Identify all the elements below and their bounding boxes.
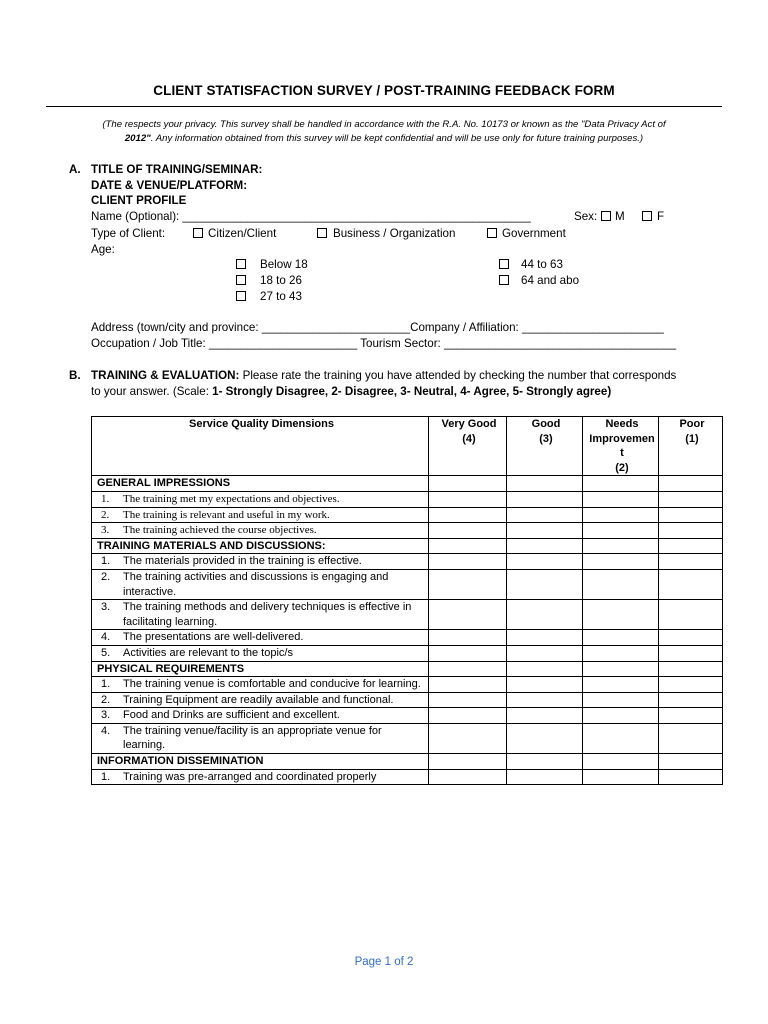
name-field[interactable]: Name (Optional): ______________________________________________________: [91, 210, 531, 223]
training-title-label: TITLE OF TRAINING/SEMINAR:: [91, 163, 263, 176]
section-row: [92, 538, 723, 554]
client-type-business-label: Business / Organization: [333, 227, 456, 240]
rating-cell[interactable]: [659, 491, 723, 507]
rating-cell[interactable]: [507, 554, 583, 570]
question-cell: [92, 569, 429, 599]
rating-cell[interactable]: [429, 523, 507, 539]
age-18-26-label: 18 to 26: [260, 274, 302, 287]
rating-cell[interactable]: [429, 507, 507, 523]
rating-cell[interactable]: [659, 708, 723, 724]
question-number: 4.: [101, 631, 111, 644]
table-row: [92, 645, 723, 661]
rating-cell[interactable]: [507, 677, 583, 693]
question-number: 3.: [101, 601, 111, 614]
rating-cell[interactable]: [507, 645, 583, 661]
question-number: 4.: [101, 724, 111, 737]
rating-cell[interactable]: [583, 645, 659, 661]
question-cell: [92, 600, 429, 630]
age-44-63-checkbox[interactable]: [499, 259, 509, 269]
section-row: [92, 661, 723, 677]
rating-cell[interactable]: [507, 476, 583, 492]
rating-cell[interactable]: [659, 677, 723, 693]
sex-male-label: M: [615, 210, 625, 223]
rating-cell[interactable]: [507, 723, 583, 753]
form-title: CLIENT STATISFACTION SURVEY / POST-TRAINING FEEDBACK FORM: [153, 83, 615, 98]
rating-cell[interactable]: [659, 569, 723, 599]
rating-cell[interactable]: [583, 677, 659, 693]
rating-cell[interactable]: [429, 769, 507, 785]
table-row: [92, 569, 723, 599]
rating-cell[interactable]: [507, 769, 583, 785]
question-number: 5.: [101, 646, 111, 659]
question-cell: [92, 645, 429, 661]
rating-cell[interactable]: [429, 661, 507, 677]
section-b-letter: B.: [69, 369, 81, 382]
section-name: INFORMATION DISSEMINATION: [92, 754, 429, 770]
question-cell: [92, 723, 429, 753]
question-text: The materials provided in the training is effective.: [123, 555, 362, 568]
section-a-letter: A.: [69, 163, 81, 176]
rating-cell[interactable]: [429, 723, 507, 753]
age-18-26-checkbox[interactable]: [236, 275, 246, 285]
rating-cell[interactable]: [583, 630, 659, 646]
scale-header-good: [507, 417, 583, 476]
client-profile-label: CLIENT PROFILE: [91, 194, 187, 207]
table-row: [92, 507, 723, 523]
scale-header-value: (3): [539, 432, 553, 445]
table-header-row: [92, 417, 723, 476]
table-row: [92, 554, 723, 570]
rating-cell[interactable]: [507, 600, 583, 630]
question-text: The presentations are well-delivered.: [123, 631, 304, 644]
table-row: [92, 692, 723, 708]
rating-cell[interactable]: [659, 523, 723, 539]
title-divider: [46, 106, 722, 107]
rating-cell[interactable]: [583, 708, 659, 724]
privacy-notice: [46, 118, 722, 146]
question-number: 1.: [101, 770, 111, 783]
rating-cell[interactable]: [659, 538, 723, 554]
rating-cell[interactable]: [429, 677, 507, 693]
age-64-above-checkbox[interactable]: [499, 275, 509, 285]
question-text: The training activities and discussions is engaging and interactive.: [123, 570, 389, 598]
question-text: The training is relevant and useful in my work.: [123, 508, 330, 521]
question-number: 1.: [101, 492, 110, 505]
question-cell: [92, 507, 429, 523]
rating-cell[interactable]: [429, 630, 507, 646]
scale-header-needs-improvement: [583, 417, 659, 476]
question-number: 2.: [101, 693, 111, 706]
rating-cell[interactable]: [583, 523, 659, 539]
question-cell: [92, 708, 429, 724]
rating-cell[interactable]: [507, 569, 583, 599]
section-b-instruction-line-1: [91, 369, 676, 383]
question-text: The training met my expectations and objectives.: [123, 492, 340, 505]
section-row: [92, 476, 723, 492]
age-below-18-checkbox[interactable]: [236, 259, 246, 269]
section-b-instruction-text: Please rate the training you have attended by checking the number that corresponds: [239, 369, 677, 382]
question-cell: [92, 769, 429, 785]
page-number: Page 1 of 2: [354, 956, 414, 968]
scale-header-label: Very Good: [441, 418, 497, 430]
age-below-18-label: Below 18: [260, 258, 308, 271]
rating-cell[interactable]: [659, 692, 723, 708]
question-cell: [92, 523, 429, 539]
scale-header-label: Good: [531, 418, 561, 430]
question-cell: [92, 491, 429, 507]
client-type-government-label: Government: [502, 227, 566, 240]
table-row: [92, 708, 723, 724]
section-b-instruction-line-2: [91, 385, 611, 399]
rating-cell[interactable]: [429, 754, 507, 770]
section-name: PHYSICAL REQUIREMENTS: [92, 661, 429, 677]
scale-header-label: Needs Improvemen t: [589, 418, 655, 460]
table-row: [92, 491, 723, 507]
scale-header-label: Poor: [679, 418, 705, 430]
privacy-act-year: 2012": [124, 133, 151, 144]
date-venue-label: DATE & VENUE/PLATFORM:: [91, 179, 248, 192]
sex-female-checkbox[interactable]: [642, 211, 652, 221]
client-type-citizen-label: Citizen/Client: [208, 227, 277, 240]
sex-male-checkbox[interactable]: [601, 211, 611, 221]
question-number: 1.: [101, 555, 111, 568]
rating-cell[interactable]: [583, 769, 659, 785]
rating-cell[interactable]: [507, 708, 583, 724]
age-44-63-label: 44 to 63: [521, 258, 563, 271]
rating-cell[interactable]: [583, 507, 659, 523]
question-cell: [92, 554, 429, 570]
section-name: TRAINING MATERIALS AND DISCUSSIONS:: [92, 538, 429, 554]
question-number: 2.: [101, 508, 110, 521]
scale-header-poor: [659, 417, 723, 476]
privacy-line-2-text: . Any information obtained from this survey will be kept confidential and will be use only for future training purposes.): [150, 133, 644, 144]
rating-cell[interactable]: [507, 630, 583, 646]
client-type-citizen-checkbox[interactable]: [193, 228, 203, 238]
question-text: Food and Drinks are sufficient and excellent.: [123, 709, 340, 722]
rating-cell[interactable]: [659, 476, 723, 492]
question-number: 3.: [101, 709, 111, 722]
rating-cell[interactable]: [659, 723, 723, 753]
question-number: 1.: [101, 678, 111, 691]
question-number: 3.: [101, 524, 110, 537]
age-label: Age:: [91, 243, 115, 256]
question-text: The training achieved the course objectives.: [123, 524, 317, 537]
rating-cell[interactable]: [507, 754, 583, 770]
rating-cell[interactable]: [429, 600, 507, 630]
rating-cell[interactable]: [659, 554, 723, 570]
rating-cell[interactable]: [507, 538, 583, 554]
client-type-label: Type of Client:: [91, 227, 166, 240]
client-type-government-checkbox[interactable]: [487, 228, 497, 238]
section-b-heading: TRAINING & EVALUATION:: [91, 369, 240, 382]
rating-cell[interactable]: [659, 600, 723, 630]
section-row: [92, 754, 723, 770]
question-cell: [92, 692, 429, 708]
table-row: [92, 600, 723, 630]
question-text: Training was pre-arranged and coordinated properly: [123, 770, 377, 783]
rating-cell[interactable]: [583, 476, 659, 492]
rating-cell[interactable]: [507, 491, 583, 507]
table-row: [92, 523, 723, 539]
table-row: [92, 677, 723, 693]
question-text: The training methods and delivery techniques is effective in facilitating learning.: [123, 601, 412, 628]
question-text: Training Equipment are readily available and functional.: [123, 693, 394, 706]
rating-cell[interactable]: [429, 491, 507, 507]
scale-header-value: (2): [615, 461, 629, 474]
rating-cell[interactable]: [583, 554, 659, 570]
rating-cell[interactable]: [659, 754, 723, 770]
question-text: The training venue/facility is an appropriate venue for learning.: [123, 724, 382, 752]
rating-cell[interactable]: [583, 723, 659, 753]
rating-cell[interactable]: [429, 554, 507, 570]
rating-cell[interactable]: [659, 645, 723, 661]
question-cell: [92, 677, 429, 693]
question-cell: [92, 630, 429, 646]
table-row: [92, 723, 723, 753]
rating-cell[interactable]: [429, 645, 507, 661]
rating-cell[interactable]: [507, 692, 583, 708]
scale-header-value: (4): [462, 432, 476, 445]
rating-cell[interactable]: [583, 692, 659, 708]
rating-cell[interactable]: [429, 538, 507, 554]
address-company-field[interactable]: Address (town/city and province: _______________________Company / Affiliation: ______________________: [91, 321, 664, 334]
age-64-above-label: 64 and abo: [521, 274, 580, 287]
rating-cell[interactable]: [583, 569, 659, 599]
privacy-line-1: (The respects your privacy. This survey shall be handled in accordance with the R.A. No. 10173 or known as the "Data Privacy Act of: [102, 119, 666, 130]
rating-cell[interactable]: [583, 600, 659, 630]
scale-intro: to your answer. (Scale:: [91, 385, 213, 398]
sex-female-label: F: [657, 210, 665, 223]
table-row: [92, 630, 723, 646]
rating-cell[interactable]: [429, 476, 507, 492]
section-name: GENERAL IMPRESSIONS: [92, 476, 429, 492]
client-type-business-checkbox[interactable]: [317, 228, 327, 238]
question-text: Activities are relevant to the topic/s: [123, 646, 293, 659]
dimension-header: Service Quality Dimensions: [92, 417, 429, 476]
rating-cell[interactable]: [583, 661, 659, 677]
rating-cell[interactable]: [429, 708, 507, 724]
rating-cell[interactable]: [583, 491, 659, 507]
rating-cell[interactable]: [429, 569, 507, 599]
question-number: 2.: [101, 570, 111, 583]
rating-cell[interactable]: [659, 507, 723, 523]
sex-label: Sex:: [574, 210, 598, 223]
rating-cell[interactable]: [659, 630, 723, 646]
scale-header-very-good: [429, 417, 507, 476]
scale-definition: 1- Strongly Disagree, 2- Disagree, 3- Neutral, 4- Agree, 5- Strongly agree): [212, 385, 612, 398]
rating-cell[interactable]: [659, 769, 723, 785]
question-text: The training venue is comfortable and conducive for learning.: [123, 678, 421, 691]
occupation-sector-field[interactable]: Occupation / Job Title: _______________________ Tourism Sector: ____________________________________: [91, 337, 677, 350]
rating-cell[interactable]: [659, 661, 723, 677]
rating-cell[interactable]: [507, 523, 583, 539]
table-row: [92, 769, 723, 785]
age-27-43-checkbox[interactable]: [236, 291, 246, 301]
rating-cell[interactable]: [583, 538, 659, 554]
privacy-line-2: [46, 132, 722, 146]
rating-cell[interactable]: [429, 692, 507, 708]
scale-header-value: (1): [685, 432, 699, 445]
rating-cell[interactable]: [507, 661, 583, 677]
rating-cell[interactable]: [507, 507, 583, 523]
rating-cell[interactable]: [583, 754, 659, 770]
age-27-43-label: 27 to 43: [260, 290, 302, 303]
rating-table: [91, 416, 723, 785]
